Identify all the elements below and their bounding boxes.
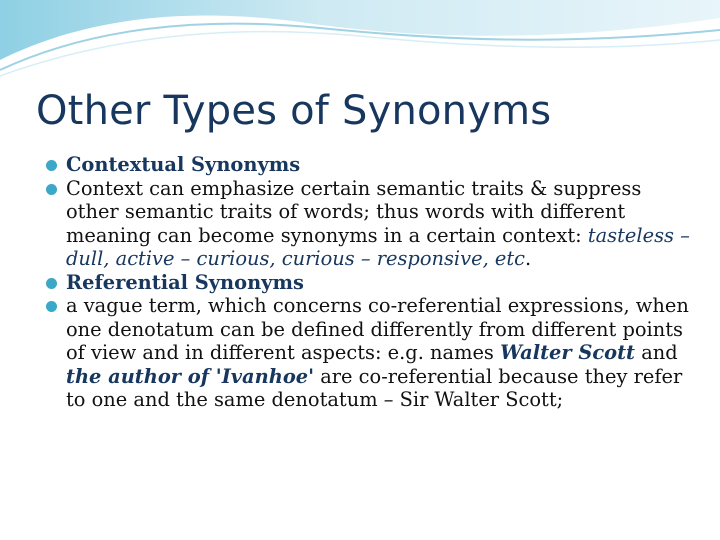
bullet-dot-icon: [46, 184, 57, 195]
referential-text-before: a vague term, which concerns co-referential expressions, when one denotatum can be defined differently from different points of view and in different aspects: e.g. names: [66, 294, 689, 364]
and-word: and: [641, 341, 678, 364]
bullet-item-contextual-heading: [44, 153, 694, 177]
bullet-list: [44, 153, 694, 412]
context-examples: tasteless – dull, active – curious, curious – responsive, etc: [66, 223, 690, 270]
heading-referential-synonyms: Referential Synonyms: [66, 270, 304, 294]
bullet-dot-icon: [46, 278, 57, 289]
name-author-of-ivanhoe: the author of 'Ivanhoe': [66, 364, 315, 388]
bullet-item-referential-description: [44, 294, 694, 412]
heading-contextual-synonyms: Contextual Synonyms: [66, 153, 301, 176]
context-period: .: [525, 247, 532, 270]
referential-text-after: are co-referential because they refer to one and the same denotatum – Sir Walter Scott;: [66, 364, 683, 411]
context-description-text: Context can emphasize certain semantic traits & suppress other semantic traits of words; thus words with different meaning can become synonyms in a certain context:: [66, 176, 642, 247]
bullet-item-context-description: [44, 177, 694, 271]
slide-title: Other Types of Synonyms: [36, 88, 552, 134]
bullet-dot-icon: [46, 301, 57, 312]
name-walter-scott: Walter Scott: [500, 341, 636, 364]
bullet-item-referential-heading: [44, 271, 694, 295]
bullet-dot-icon: [46, 160, 57, 171]
